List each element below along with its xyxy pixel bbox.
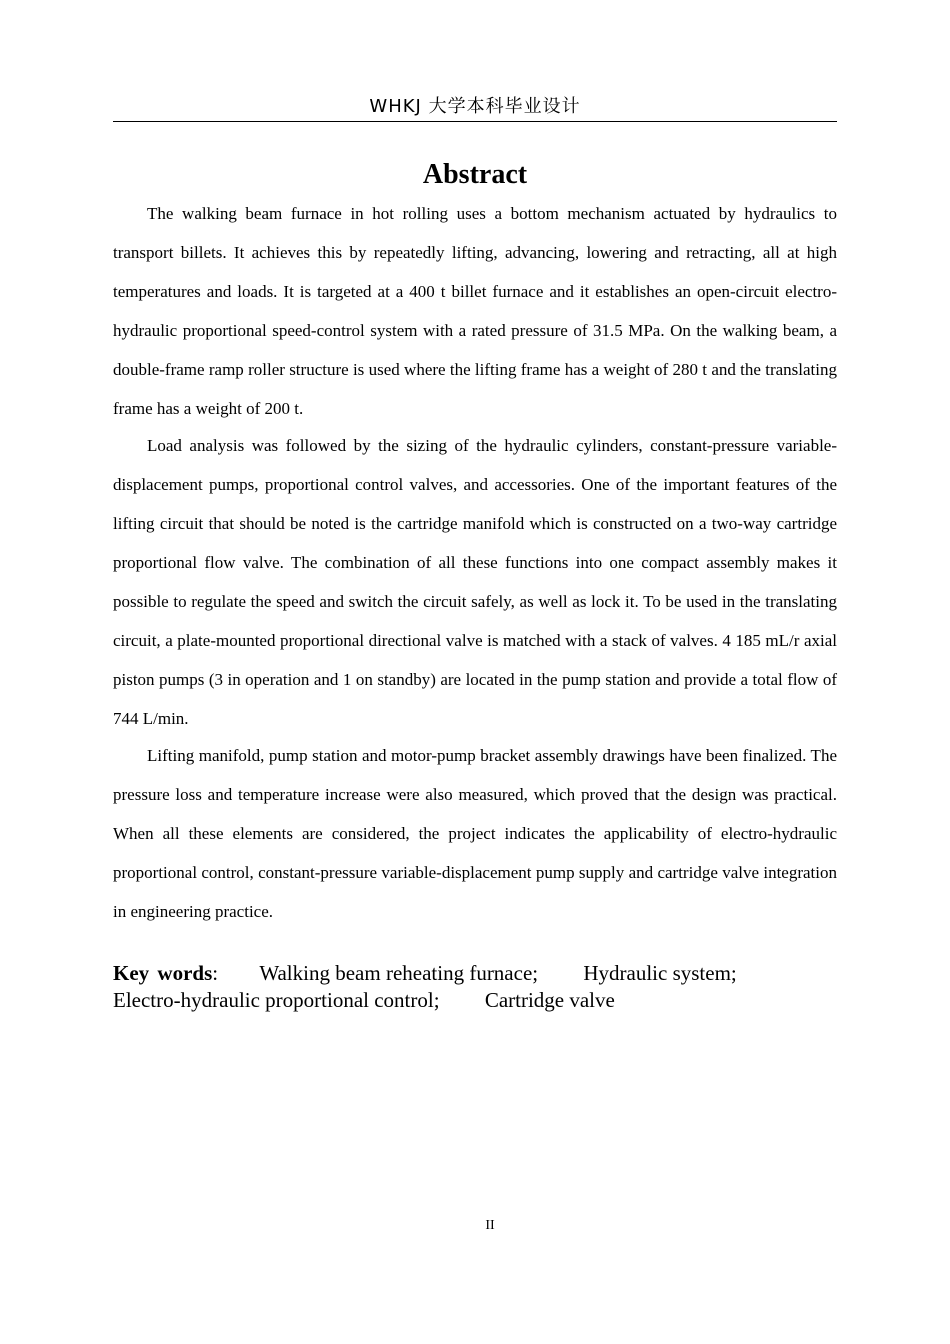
keyword-item: Hydraulic system; [583, 961, 737, 985]
keywords-label: Key words [113, 961, 213, 985]
abstract-paragraph-2: Load analysis was followed by the sizing of the hydraulic cylinders, constant-pressure variable-displacement pumps, proportional control valves, and accessories. One of the important features of the lifting circuit that should be noted is the cartridge manifold which is constructed on a two-way cartridge proportional flow valve. The combination of all these functions into one compact assembly makes it possible to regulate the speed and switch the circuit safely, as well as lock it. To be used in the translating circuit, a plate-mounted proportional directional valve is matched with a stack of valves. 4 185 mL/r axial piston pumps (3 in operation and 1 on standby) are located in the pump station and provide a total flow of 744 L/min. [113, 436, 837, 728]
abstract-body [113, 194, 837, 929]
page-header: WHKJ 大学本科毕业设计 [369, 96, 581, 117]
keyword-item: Walking beam reheating furnace; [259, 961, 539, 985]
abstract-paragraph-3: Lifting manifold, pump station and motor-pump bracket assembly drawings have been finalized. The pressure loss and temperature increase were also measured, which proved that the design was practical. When all these elements are considered, the project indicates the applicability of electro-hydraulic proportional control, constant-pressure variable-displacement pump supply and cartridge valve integration in engineering practice. [113, 746, 837, 921]
header-rule [113, 121, 837, 122]
page-number: II [485, 1218, 495, 1233]
keyword-item: Electro-hydraulic proportional control; [113, 988, 440, 1012]
keywords-section [113, 960, 837, 1014]
abstract-paragraph-1: The walking beam furnace in hot rolling uses a bottom mechanism actuated by hydraulics to transport billets. It achieves this by repeatedly lifting, advancing, lowering and retracting, all at high temperatures and loads. It is targeted at a 400 t billet furnace and it establishes an open-circuit electro-hydraulic proportional speed-control system with a rated pressure of 31.5 MPa. On the walking beam, a double-frame ramp roller structure is used where the lifting frame has a weight of 280 t and the translating frame has a weight of 200 t. [113, 204, 837, 418]
keyword-item: Cartridge valve [484, 988, 615, 1012]
abstract-title: Abstract [422, 159, 528, 190]
keywords-separator: : [212, 961, 219, 985]
